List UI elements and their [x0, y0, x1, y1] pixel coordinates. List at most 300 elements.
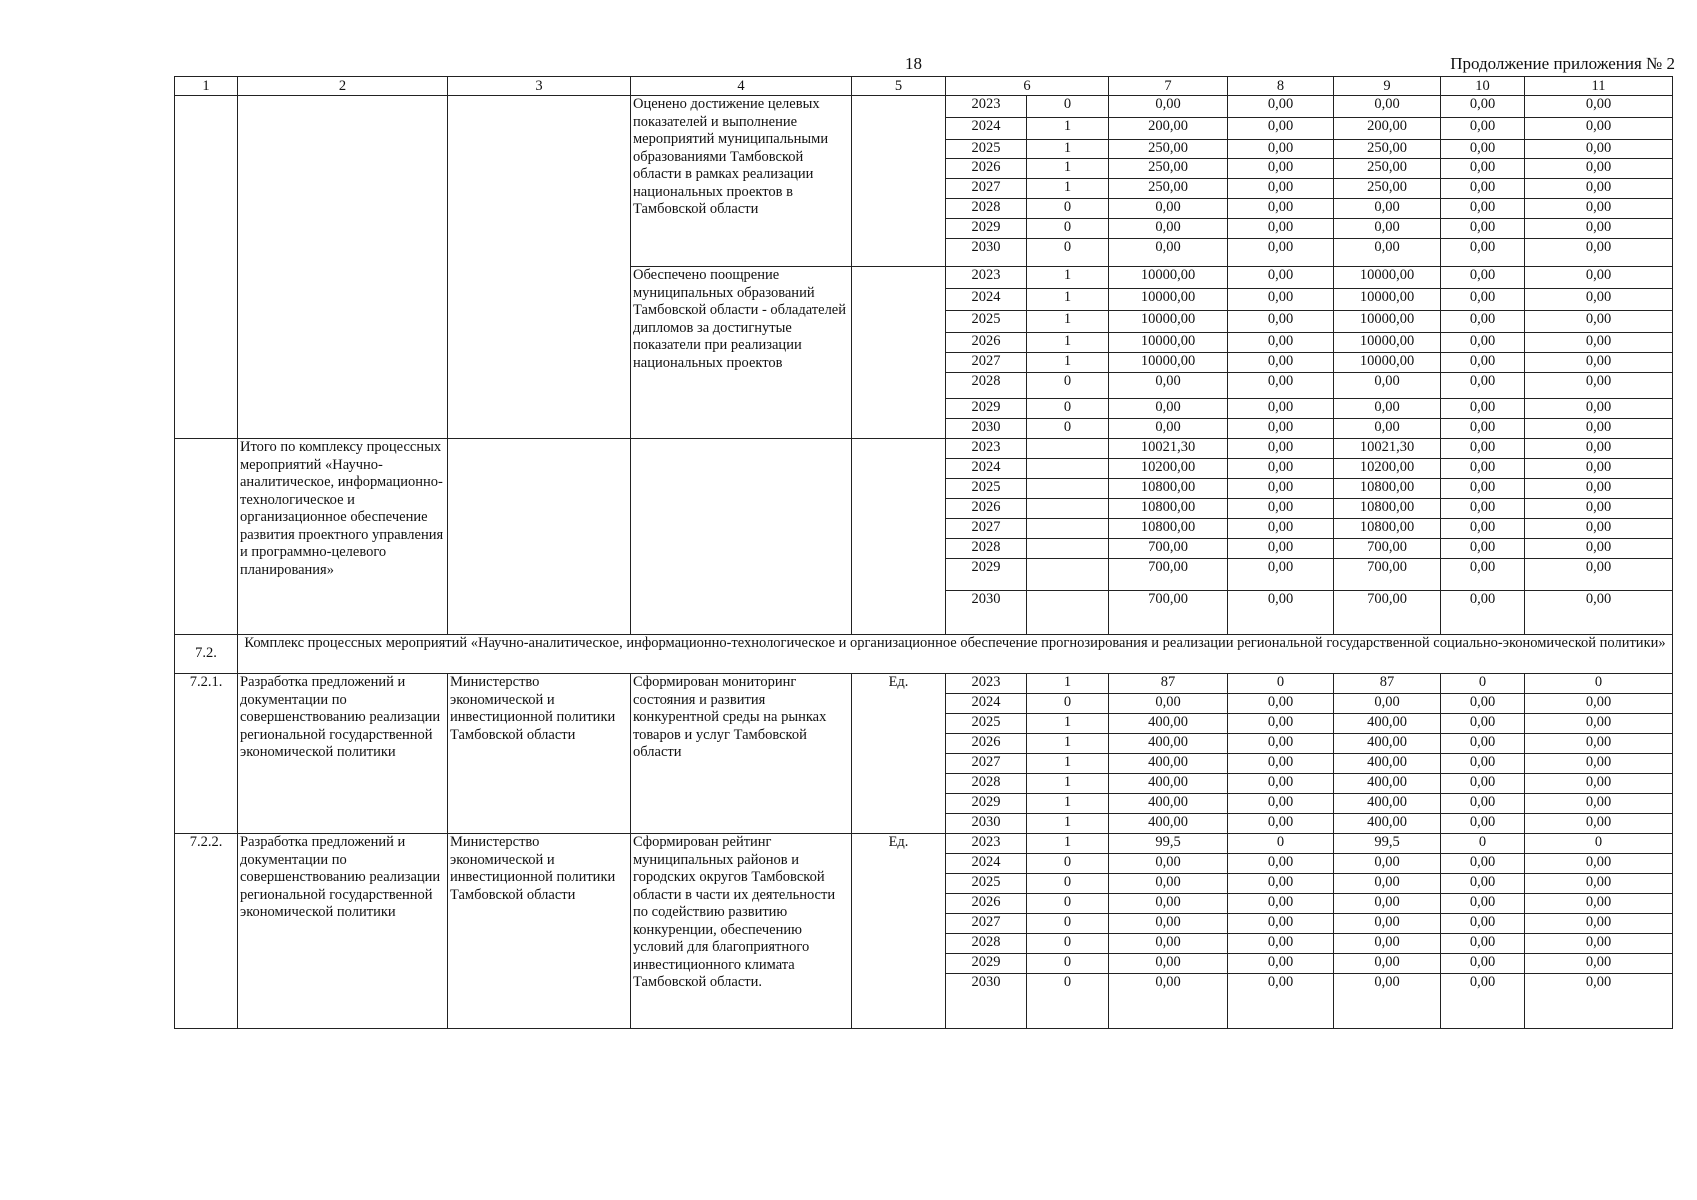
- unit-cell: [852, 96, 946, 267]
- regional-value: 10000,00: [1334, 267, 1441, 289]
- municipal-value: 0: [1441, 674, 1525, 694]
- municipal-value: 0,00: [1441, 118, 1525, 140]
- municipal-value: 0,00: [1441, 159, 1525, 179]
- other-value: 0,00: [1525, 199, 1673, 219]
- federal-value: 0,00: [1228, 419, 1334, 439]
- total-value: 700,00: [1109, 591, 1228, 635]
- column-header: 1: [175, 77, 238, 96]
- regional-value: 700,00: [1334, 539, 1441, 559]
- regional-value: 400,00: [1334, 794, 1441, 814]
- municipal-value: 0,00: [1441, 774, 1525, 794]
- other-value: 0,00: [1525, 591, 1673, 635]
- year-cell: 2030: [946, 239, 1027, 267]
- total-value: 0,00: [1109, 854, 1228, 874]
- result-description: [631, 439, 852, 635]
- year-cell: 2025: [946, 479, 1027, 499]
- municipal-value: 0,00: [1441, 311, 1525, 333]
- column-header: 4: [631, 77, 852, 96]
- federal-value: 0,00: [1228, 539, 1334, 559]
- continuation-label: Продолжение приложения № 2: [1450, 54, 1675, 73]
- year-cell: 2024: [946, 854, 1027, 874]
- federal-value: 0,00: [1228, 954, 1334, 974]
- year-cell: 2025: [946, 140, 1027, 159]
- year-cell: 2023: [946, 674, 1027, 694]
- total-value: 10000,00: [1109, 311, 1228, 333]
- municipal-value: 0,00: [1441, 199, 1525, 219]
- indicator-value: 1: [1027, 794, 1109, 814]
- table-row: [175, 674, 1673, 694]
- indicator-value: 1: [1027, 267, 1109, 289]
- total-value: 10800,00: [1109, 519, 1228, 539]
- regional-value: 250,00: [1334, 179, 1441, 199]
- other-value: 0: [1525, 834, 1673, 854]
- year-cell: 2023: [946, 834, 1027, 854]
- result-description: Сформирован рейтинг муниципальных районов и городских округов Тамбовской области в части их деятельности по содействию развитию конкуренции, обеспечению условий для благоприятного инвестиционного климата Тамбовской области.: [631, 834, 852, 1029]
- row-number-cell: [175, 439, 238, 635]
- federal-value: 0: [1228, 834, 1334, 854]
- other-value: 0,00: [1525, 914, 1673, 934]
- federal-value: 0,00: [1228, 914, 1334, 934]
- regional-value: 700,00: [1334, 559, 1441, 591]
- total-value: 0,00: [1109, 96, 1228, 118]
- regional-value: 0,00: [1334, 914, 1441, 934]
- section-row: [175, 635, 1673, 674]
- year-cell: 2024: [946, 694, 1027, 714]
- year-cell: 2029: [946, 559, 1027, 591]
- indicator-value: 1: [1027, 333, 1109, 353]
- other-value: 0,00: [1525, 96, 1673, 118]
- federal-value: 0,00: [1228, 219, 1334, 239]
- regional-value: 0,00: [1334, 694, 1441, 714]
- regional-value: 0,00: [1334, 874, 1441, 894]
- table-row: [175, 96, 1673, 118]
- regional-value: 0,00: [1334, 954, 1441, 974]
- municipal-value: 0,00: [1441, 289, 1525, 311]
- total-value: 99,5: [1109, 834, 1228, 854]
- federal-value: 0,00: [1228, 459, 1334, 479]
- event-name-cell: Разработка предложений и документации по совершенствованию реализации региональной государственной экономической политики: [238, 834, 448, 1029]
- indicator-value: 0: [1027, 894, 1109, 914]
- total-value: 400,00: [1109, 754, 1228, 774]
- other-value: 0,00: [1525, 373, 1673, 399]
- column-header: 7: [1109, 77, 1228, 96]
- column-header: 11: [1525, 77, 1673, 96]
- row-number-cell: 7.2.1.: [175, 674, 238, 834]
- total-value: 10200,00: [1109, 459, 1228, 479]
- total-value: 700,00: [1109, 559, 1228, 591]
- total-value: 10800,00: [1109, 499, 1228, 519]
- total-value: 0,00: [1109, 199, 1228, 219]
- regional-value: 0,00: [1334, 239, 1441, 267]
- year-cell: 2024: [946, 459, 1027, 479]
- indicator-value: 1: [1027, 814, 1109, 834]
- total-value: 0,00: [1109, 239, 1228, 267]
- other-value: 0,00: [1525, 754, 1673, 774]
- column-header: 9: [1334, 77, 1441, 96]
- total-value: 0,00: [1109, 694, 1228, 714]
- indicator-value: 0: [1027, 874, 1109, 894]
- other-value: 0,00: [1525, 399, 1673, 419]
- total-value: 700,00: [1109, 539, 1228, 559]
- federal-value: 0,00: [1228, 289, 1334, 311]
- total-value: 10000,00: [1109, 289, 1228, 311]
- total-value: 10000,00: [1109, 267, 1228, 289]
- municipal-value: 0,00: [1441, 219, 1525, 239]
- other-value: 0,00: [1525, 874, 1673, 894]
- municipal-value: 0,00: [1441, 754, 1525, 774]
- total-value: 200,00: [1109, 118, 1228, 140]
- other-value: 0,00: [1525, 419, 1673, 439]
- municipal-value: 0,00: [1441, 419, 1525, 439]
- other-value: 0,00: [1525, 694, 1673, 714]
- indicator-value: 0: [1027, 239, 1109, 267]
- result-description: Оценено достижение целевых показателей и выполнение мероприятий муниципальными образованиями Тамбовской области в рамках реализации национальных проектов в Тамбовской области: [631, 96, 852, 267]
- municipal-value: 0,00: [1441, 267, 1525, 289]
- year-cell: 2024: [946, 289, 1027, 311]
- federal-value: 0,00: [1228, 734, 1334, 754]
- other-value: 0,00: [1525, 774, 1673, 794]
- other-value: 0,00: [1525, 794, 1673, 814]
- indicator-value: [1027, 559, 1109, 591]
- year-cell: 2025: [946, 874, 1027, 894]
- other-value: 0,00: [1525, 479, 1673, 499]
- indicator-value: [1027, 519, 1109, 539]
- indicator-value: 0: [1027, 399, 1109, 419]
- municipal-value: 0,00: [1441, 591, 1525, 635]
- total-value: 87: [1109, 674, 1228, 694]
- year-cell: 2027: [946, 914, 1027, 934]
- year-cell: 2029: [946, 219, 1027, 239]
- federal-value: 0,00: [1228, 333, 1334, 353]
- indicator-value: [1027, 479, 1109, 499]
- indicator-value: [1027, 591, 1109, 635]
- indicator-value: 0: [1027, 199, 1109, 219]
- regional-value: 400,00: [1334, 714, 1441, 734]
- other-value: 0,00: [1525, 539, 1673, 559]
- municipal-value: 0,00: [1441, 439, 1525, 459]
- total-value: 10000,00: [1109, 333, 1228, 353]
- indicator-value: [1027, 439, 1109, 459]
- federal-value: 0,00: [1228, 311, 1334, 333]
- total-value: 250,00: [1109, 140, 1228, 159]
- indicator-value: 1: [1027, 118, 1109, 140]
- year-cell: 2027: [946, 754, 1027, 774]
- responsible-cell: [448, 439, 631, 635]
- indicator-value: 1: [1027, 734, 1109, 754]
- municipal-value: 0,00: [1441, 459, 1525, 479]
- year-cell: 2029: [946, 399, 1027, 419]
- year-cell: 2028: [946, 199, 1027, 219]
- municipal-value: 0,00: [1441, 934, 1525, 954]
- municipal-value: 0,00: [1441, 714, 1525, 734]
- responsible-cell: Министерство экономической и инвестиционной политики Тамбовской области: [448, 674, 631, 834]
- regional-value: 0,00: [1334, 96, 1441, 118]
- federal-value: 0,00: [1228, 179, 1334, 199]
- indicator-value: 1: [1027, 159, 1109, 179]
- total-value: 0,00: [1109, 894, 1228, 914]
- year-cell: 2030: [946, 814, 1027, 834]
- regional-value: 0,00: [1334, 419, 1441, 439]
- regional-value: 0,00: [1334, 399, 1441, 419]
- indicator-value: 1: [1027, 140, 1109, 159]
- year-cell: 2026: [946, 734, 1027, 754]
- year-cell: 2030: [946, 419, 1027, 439]
- year-cell: 2026: [946, 894, 1027, 914]
- federal-value: 0,00: [1228, 794, 1334, 814]
- other-value: 0,00: [1525, 118, 1673, 140]
- year-cell: 2030: [946, 591, 1027, 635]
- total-value: 0,00: [1109, 419, 1228, 439]
- regional-value: 0,00: [1334, 373, 1441, 399]
- column-header: 6: [946, 77, 1109, 96]
- regional-value: 0,00: [1334, 894, 1441, 914]
- indicator-value: [1027, 459, 1109, 479]
- municipal-value: 0,00: [1441, 954, 1525, 974]
- year-cell: 2027: [946, 519, 1027, 539]
- year-cell: 2028: [946, 373, 1027, 399]
- unit-cell: Ед.: [852, 674, 946, 834]
- regional-value: 10800,00: [1334, 479, 1441, 499]
- regional-value: 200,00: [1334, 118, 1441, 140]
- municipal-value: 0,00: [1441, 140, 1525, 159]
- other-value: 0,00: [1525, 311, 1673, 333]
- other-value: 0,00: [1525, 894, 1673, 914]
- total-value: 0,00: [1109, 974, 1228, 1029]
- municipal-value: 0,00: [1441, 499, 1525, 519]
- municipal-value: 0,00: [1441, 179, 1525, 199]
- indicator-value: 0: [1027, 854, 1109, 874]
- other-value: 0,00: [1525, 219, 1673, 239]
- regional-value: 0,00: [1334, 199, 1441, 219]
- section-title: Комплекс процессных мероприятий «Научно-аналитическое, информационно-технологическое и организационное обеспечение прогнозирования и реализации региональной государственной социально-экономической политики»: [238, 635, 1673, 674]
- municipal-value: 0,00: [1441, 333, 1525, 353]
- year-cell: 2028: [946, 934, 1027, 954]
- other-value: 0,00: [1525, 439, 1673, 459]
- indicator-value: 0: [1027, 373, 1109, 399]
- municipal-value: 0,00: [1441, 854, 1525, 874]
- other-value: 0,00: [1525, 499, 1673, 519]
- federal-value: 0,00: [1228, 140, 1334, 159]
- federal-value: 0,00: [1228, 399, 1334, 419]
- municipal-value: 0,00: [1441, 479, 1525, 499]
- other-value: 0,00: [1525, 333, 1673, 353]
- federal-value: 0,00: [1228, 118, 1334, 140]
- regional-value: 250,00: [1334, 159, 1441, 179]
- indicator-value: 1: [1027, 774, 1109, 794]
- regional-value: 700,00: [1334, 591, 1441, 635]
- regional-value: 10200,00: [1334, 459, 1441, 479]
- unit-cell: Ед.: [852, 834, 946, 1029]
- indicator-value: 1: [1027, 674, 1109, 694]
- federal-value: 0,00: [1228, 439, 1334, 459]
- total-value: 400,00: [1109, 794, 1228, 814]
- federal-value: 0,00: [1228, 774, 1334, 794]
- municipal-value: 0,00: [1441, 694, 1525, 714]
- column-header: 5: [852, 77, 946, 96]
- federal-value: 0,00: [1228, 479, 1334, 499]
- total-value: 10800,00: [1109, 479, 1228, 499]
- regional-value: 10000,00: [1334, 311, 1441, 333]
- total-name-cell: Итого по комплексу процессных мероприятий «Научно-аналитическое, информационно-технологическое и организационное обеспечение развития проектного управления и программно-целевого планирования»: [238, 439, 448, 635]
- column-header: 10: [1441, 77, 1525, 96]
- column-header: 8: [1228, 77, 1334, 96]
- total-value: 10021,30: [1109, 439, 1228, 459]
- year-cell: 2026: [946, 159, 1027, 179]
- total-value: 0,00: [1109, 399, 1228, 419]
- regional-value: 0,00: [1334, 974, 1441, 1029]
- other-value: 0,00: [1525, 159, 1673, 179]
- indicator-value: 0: [1027, 974, 1109, 1029]
- other-value: 0,00: [1525, 267, 1673, 289]
- section-number: 7.2.: [175, 635, 238, 674]
- year-cell: 2027: [946, 179, 1027, 199]
- indicator-value: [1027, 539, 1109, 559]
- regional-value: 10000,00: [1334, 333, 1441, 353]
- other-value: 0,00: [1525, 714, 1673, 734]
- municipal-value: 0,00: [1441, 399, 1525, 419]
- result-description: Сформирован мониторинг состояния и развития конкурентной среды на рынках товаров и услуг Тамбовской области: [631, 674, 852, 834]
- regional-value: 10800,00: [1334, 519, 1441, 539]
- indicator-value: 1: [1027, 289, 1109, 311]
- total-value: 0,00: [1109, 914, 1228, 934]
- other-value: 0,00: [1525, 814, 1673, 834]
- municipal-value: 0,00: [1441, 239, 1525, 267]
- federal-value: 0,00: [1228, 854, 1334, 874]
- federal-value: 0,00: [1228, 373, 1334, 399]
- indicator-value: 0: [1027, 914, 1109, 934]
- regional-value: 10000,00: [1334, 289, 1441, 311]
- municipal-value: 0: [1441, 834, 1525, 854]
- municipal-value: 0,00: [1441, 974, 1525, 1029]
- year-cell: 2030: [946, 974, 1027, 1029]
- regional-value: 400,00: [1334, 814, 1441, 834]
- other-value: 0,00: [1525, 353, 1673, 373]
- federal-value: 0,00: [1228, 267, 1334, 289]
- responsible-cell: Министерство экономической и инвестиционной политики Тамбовской области: [448, 834, 631, 1029]
- federal-value: 0,00: [1228, 199, 1334, 219]
- other-value: 0,00: [1525, 140, 1673, 159]
- municipal-value: 0,00: [1441, 353, 1525, 373]
- total-value: 0,00: [1109, 954, 1228, 974]
- year-cell: 2026: [946, 499, 1027, 519]
- total-value: 0,00: [1109, 373, 1228, 399]
- row-number-cell: [175, 96, 238, 439]
- federal-value: 0,00: [1228, 894, 1334, 914]
- year-cell: 2024: [946, 118, 1027, 140]
- municipal-value: 0,00: [1441, 874, 1525, 894]
- municipal-value: 0,00: [1441, 914, 1525, 934]
- event-name-cell: [238, 96, 448, 439]
- responsible-cell: [448, 96, 631, 439]
- year-cell: 2023: [946, 267, 1027, 289]
- other-value: 0,00: [1525, 559, 1673, 591]
- total-value: 400,00: [1109, 774, 1228, 794]
- municipal-value: 0,00: [1441, 734, 1525, 754]
- other-value: 0,00: [1525, 289, 1673, 311]
- indicator-value: 1: [1027, 353, 1109, 373]
- indicator-value: 0: [1027, 954, 1109, 974]
- indicator-value: 1: [1027, 754, 1109, 774]
- column-header: 2: [238, 77, 448, 96]
- municipal-value: 0,00: [1441, 539, 1525, 559]
- indicator-value: 0: [1027, 96, 1109, 118]
- federal-value: 0,00: [1228, 96, 1334, 118]
- total-value: 10000,00: [1109, 353, 1228, 373]
- total-value: 0,00: [1109, 874, 1228, 894]
- other-value: 0,00: [1525, 239, 1673, 267]
- regional-value: 10800,00: [1334, 499, 1441, 519]
- year-cell: 2025: [946, 311, 1027, 333]
- federal-value: 0,00: [1228, 353, 1334, 373]
- table-row: [175, 834, 1673, 854]
- year-cell: 2029: [946, 794, 1027, 814]
- regional-value: 400,00: [1334, 734, 1441, 754]
- regional-value: 10000,00: [1334, 353, 1441, 373]
- regional-value: 400,00: [1334, 754, 1441, 774]
- federal-value: 0,00: [1228, 714, 1334, 734]
- other-value: 0,00: [1525, 954, 1673, 974]
- indicator-value: 0: [1027, 694, 1109, 714]
- federal-value: 0,00: [1228, 159, 1334, 179]
- indicator-value: 0: [1027, 419, 1109, 439]
- year-cell: 2028: [946, 774, 1027, 794]
- total-value: 400,00: [1109, 714, 1228, 734]
- other-value: 0,00: [1525, 934, 1673, 954]
- federal-value: 0,00: [1228, 694, 1334, 714]
- indicator-value: [1027, 499, 1109, 519]
- federal-value: 0,00: [1228, 499, 1334, 519]
- year-cell: 2027: [946, 353, 1027, 373]
- total-value: 250,00: [1109, 159, 1228, 179]
- other-value: 0,00: [1525, 459, 1673, 479]
- year-cell: 2028: [946, 539, 1027, 559]
- total-value: 400,00: [1109, 814, 1228, 834]
- result-description: Обеспечено поощрение муниципальных образований Тамбовской области - обладателей дипломов за достигнутые показатели при реализации национальных проектов: [631, 267, 852, 439]
- municipal-value: 0,00: [1441, 794, 1525, 814]
- total-value: 0,00: [1109, 219, 1228, 239]
- municipal-value: 0,00: [1441, 894, 1525, 914]
- indicator-value: 1: [1027, 311, 1109, 333]
- indicator-value: 1: [1027, 179, 1109, 199]
- regional-value: 10021,30: [1334, 439, 1441, 459]
- federal-value: 0,00: [1228, 591, 1334, 635]
- federal-value: 0,00: [1228, 974, 1334, 1029]
- federal-value: 0,00: [1228, 814, 1334, 834]
- indicator-value: 1: [1027, 714, 1109, 734]
- unit-cell: [852, 439, 946, 635]
- other-value: 0,00: [1525, 734, 1673, 754]
- year-cell: 2029: [946, 954, 1027, 974]
- unit-cell: [852, 267, 946, 439]
- year-cell: 2023: [946, 439, 1027, 459]
- municipal-value: 0,00: [1441, 373, 1525, 399]
- regional-value: 400,00: [1334, 774, 1441, 794]
- event-name-cell: Разработка предложений и документации по совершенствованию реализации региональной государственной экономической политики: [238, 674, 448, 834]
- municipal-value: 0,00: [1441, 559, 1525, 591]
- other-value: 0,00: [1525, 974, 1673, 1029]
- federal-value: 0,00: [1228, 754, 1334, 774]
- total-value: 250,00: [1109, 179, 1228, 199]
- row-number-cell: 7.2.2.: [175, 834, 238, 1029]
- table-row: [175, 439, 1673, 459]
- year-cell: 2025: [946, 714, 1027, 734]
- total-value: 0,00: [1109, 934, 1228, 954]
- regional-value: 0,00: [1334, 219, 1441, 239]
- year-cell: 2023: [946, 96, 1027, 118]
- other-value: 0,00: [1525, 854, 1673, 874]
- indicator-value: 1: [1027, 834, 1109, 854]
- federal-value: 0,00: [1228, 559, 1334, 591]
